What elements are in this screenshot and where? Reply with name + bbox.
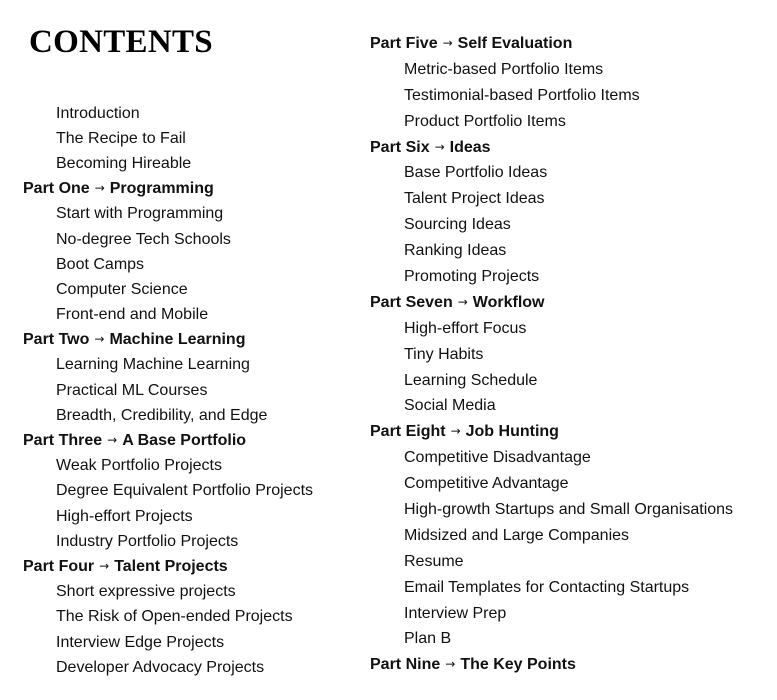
part-number: Part Five bbox=[370, 34, 438, 52]
contents-entry-label: Competitive Disadvantage bbox=[404, 449, 591, 467]
contents-entry-label: Competitive Advantage bbox=[404, 475, 569, 493]
part-title: Programming bbox=[109, 180, 214, 198]
contents-entry-label: Midsized and Large Companies bbox=[404, 526, 630, 544]
contents-entry-label: Base Portfolio Ideas bbox=[404, 164, 548, 182]
contents-entry bbox=[370, 393, 770, 419]
part-heading-part-two bbox=[23, 328, 353, 353]
part-heading-part-four bbox=[23, 554, 353, 579]
contents-column-right bbox=[370, 31, 770, 678]
part-number: Part Four bbox=[23, 557, 95, 575]
contents-entry-label: Plan B bbox=[404, 630, 452, 648]
contents-entry-label: Computer Science bbox=[56, 280, 188, 298]
contents-entry-label: Sourcing Ideas bbox=[404, 216, 511, 234]
contents-entry-label: Degree Equivalent Portfolio Projects bbox=[56, 482, 314, 500]
contents-entry-label: Testimonial-based Portfolio Items bbox=[404, 86, 640, 104]
contents-entry bbox=[370, 445, 770, 471]
arrow-right-icon: → bbox=[434, 139, 445, 154]
part-title: The Key Points bbox=[460, 656, 576, 674]
contents-entry bbox=[370, 523, 770, 549]
contents-entry-label: Learning Machine Learning bbox=[56, 356, 250, 374]
arrow-right-icon: → bbox=[445, 657, 456, 672]
contents-entry-label: Metric-based Portfolio Items bbox=[404, 60, 604, 78]
contents-entry-label: Industry Portfolio Projects bbox=[56, 532, 239, 550]
contents-entry-label: Promoting Projects bbox=[404, 267, 540, 285]
contents-entry-label: Resume bbox=[404, 552, 464, 570]
part-number: Part Six bbox=[370, 138, 430, 156]
contents-entry-label: Email Templates for Contacting Startups bbox=[404, 578, 690, 596]
contents-entry-label: Developer Advocacy Projects bbox=[56, 658, 265, 676]
part-number: Part One bbox=[23, 180, 90, 198]
contents-entry-label: Short expressive projects bbox=[56, 583, 236, 601]
part-number: Part Seven bbox=[370, 293, 453, 311]
contents-entry bbox=[370, 368, 770, 394]
contents-entry bbox=[370, 57, 770, 83]
contents-entry-label: Ranking Ideas bbox=[404, 242, 507, 260]
contents-entry-label: Front-end and Mobile bbox=[56, 306, 209, 324]
part-title: Self Evaluation bbox=[457, 34, 573, 52]
contents-entry-label: High-growth Startups and Small Organisations bbox=[404, 500, 734, 518]
part-heading-part-seven bbox=[370, 290, 770, 316]
arrow-right-icon: → bbox=[94, 181, 105, 196]
arrow-right-icon: → bbox=[457, 294, 468, 309]
part-number: Part Three bbox=[23, 432, 103, 450]
contents-entry bbox=[370, 83, 770, 109]
part-heading-part-three bbox=[23, 428, 353, 453]
contents-column-left bbox=[23, 101, 353, 680]
contents-entry bbox=[23, 101, 353, 126]
contents-entry bbox=[23, 126, 353, 151]
contents-entry bbox=[23, 277, 353, 302]
contents-entry-label: Breadth, Credibility, and Edge bbox=[56, 406, 268, 424]
contents-entry-label: Product Portfolio Items bbox=[404, 112, 566, 130]
contents-entry-label: Tiny Habits bbox=[404, 345, 484, 363]
part-number: Part Two bbox=[23, 331, 90, 349]
part-title: Workflow bbox=[472, 293, 545, 311]
contents-entry-label: No-degree Tech Schools bbox=[56, 230, 231, 248]
contents-entry bbox=[23, 353, 353, 378]
part-number: Part Nine bbox=[370, 656, 441, 674]
contents-entry bbox=[23, 454, 353, 479]
contents-entry bbox=[370, 549, 770, 575]
contents-entry-label: Weak Portfolio Projects bbox=[56, 457, 222, 475]
contents-entry-label: Boot Camps bbox=[56, 255, 145, 273]
contents-entry bbox=[23, 529, 353, 554]
contents-entry-label: High-effort Projects bbox=[56, 507, 193, 525]
contents-entry-label: Learning Schedule bbox=[404, 371, 538, 389]
contents-entry-label: Interview Prep bbox=[404, 604, 507, 622]
contents-entry bbox=[370, 575, 770, 601]
contents-entry bbox=[23, 479, 353, 504]
contents-entry bbox=[370, 264, 770, 290]
contents-entry bbox=[370, 186, 770, 212]
arrow-right-icon: → bbox=[450, 424, 461, 439]
contents-entry-label: Start with Programming bbox=[56, 205, 224, 223]
contents-entry-label: High-effort Focus bbox=[404, 319, 527, 337]
contents-entry bbox=[23, 580, 353, 605]
contents-entry bbox=[23, 151, 353, 176]
contents-entry bbox=[370, 626, 770, 652]
contents-entry bbox=[370, 212, 770, 238]
contents-entry-label: The Recipe to Fail bbox=[56, 129, 186, 147]
part-heading-part-nine bbox=[370, 652, 770, 678]
contents-entry bbox=[370, 160, 770, 186]
contents-entry bbox=[23, 655, 353, 680]
contents-entry bbox=[23, 202, 353, 227]
contents-entry-label: The Risk of Open-ended Projects bbox=[56, 608, 293, 626]
arrow-right-icon: → bbox=[94, 332, 105, 347]
contents-entry bbox=[370, 342, 770, 368]
page-title: CONTENTS bbox=[29, 24, 213, 60]
part-heading-part-one bbox=[23, 177, 353, 202]
contents-entry bbox=[23, 504, 353, 529]
contents-entry-label: Talent Project Ideas bbox=[404, 190, 545, 208]
contents-entry bbox=[370, 238, 770, 264]
part-title: Machine Learning bbox=[109, 331, 246, 349]
contents-entry-label: Interview Edge Projects bbox=[56, 633, 225, 651]
contents-entry bbox=[23, 630, 353, 655]
contents-entry bbox=[370, 109, 770, 135]
part-title: A Base Portfolio bbox=[122, 432, 247, 450]
contents-entry-label: Practical ML Courses bbox=[56, 381, 208, 399]
contents-entry bbox=[23, 378, 353, 403]
part-title: Job Hunting bbox=[465, 423, 559, 441]
contents-entry bbox=[23, 303, 353, 328]
contents-entry-label: Social Media bbox=[404, 397, 496, 415]
contents-entry bbox=[370, 471, 770, 497]
part-title: Ideas bbox=[449, 138, 491, 156]
contents-entry bbox=[23, 252, 353, 277]
contents-entry bbox=[370, 316, 770, 342]
contents-entry bbox=[23, 605, 353, 630]
contents-entry bbox=[23, 403, 353, 428]
contents-entry bbox=[370, 497, 770, 523]
part-heading-part-six bbox=[370, 135, 770, 161]
contents-entry bbox=[370, 601, 770, 627]
part-heading-part-eight bbox=[370, 419, 770, 445]
contents-entry-label: Introduction bbox=[56, 104, 140, 122]
contents-entry-label: Becoming Hireable bbox=[56, 154, 192, 172]
arrow-right-icon: → bbox=[99, 558, 110, 573]
part-number: Part Eight bbox=[370, 423, 446, 441]
part-heading-part-five bbox=[370, 31, 770, 57]
contents-entry bbox=[23, 227, 353, 252]
arrow-right-icon: → bbox=[442, 35, 453, 50]
part-title: Talent Projects bbox=[114, 557, 228, 575]
arrow-right-icon: → bbox=[107, 433, 118, 448]
